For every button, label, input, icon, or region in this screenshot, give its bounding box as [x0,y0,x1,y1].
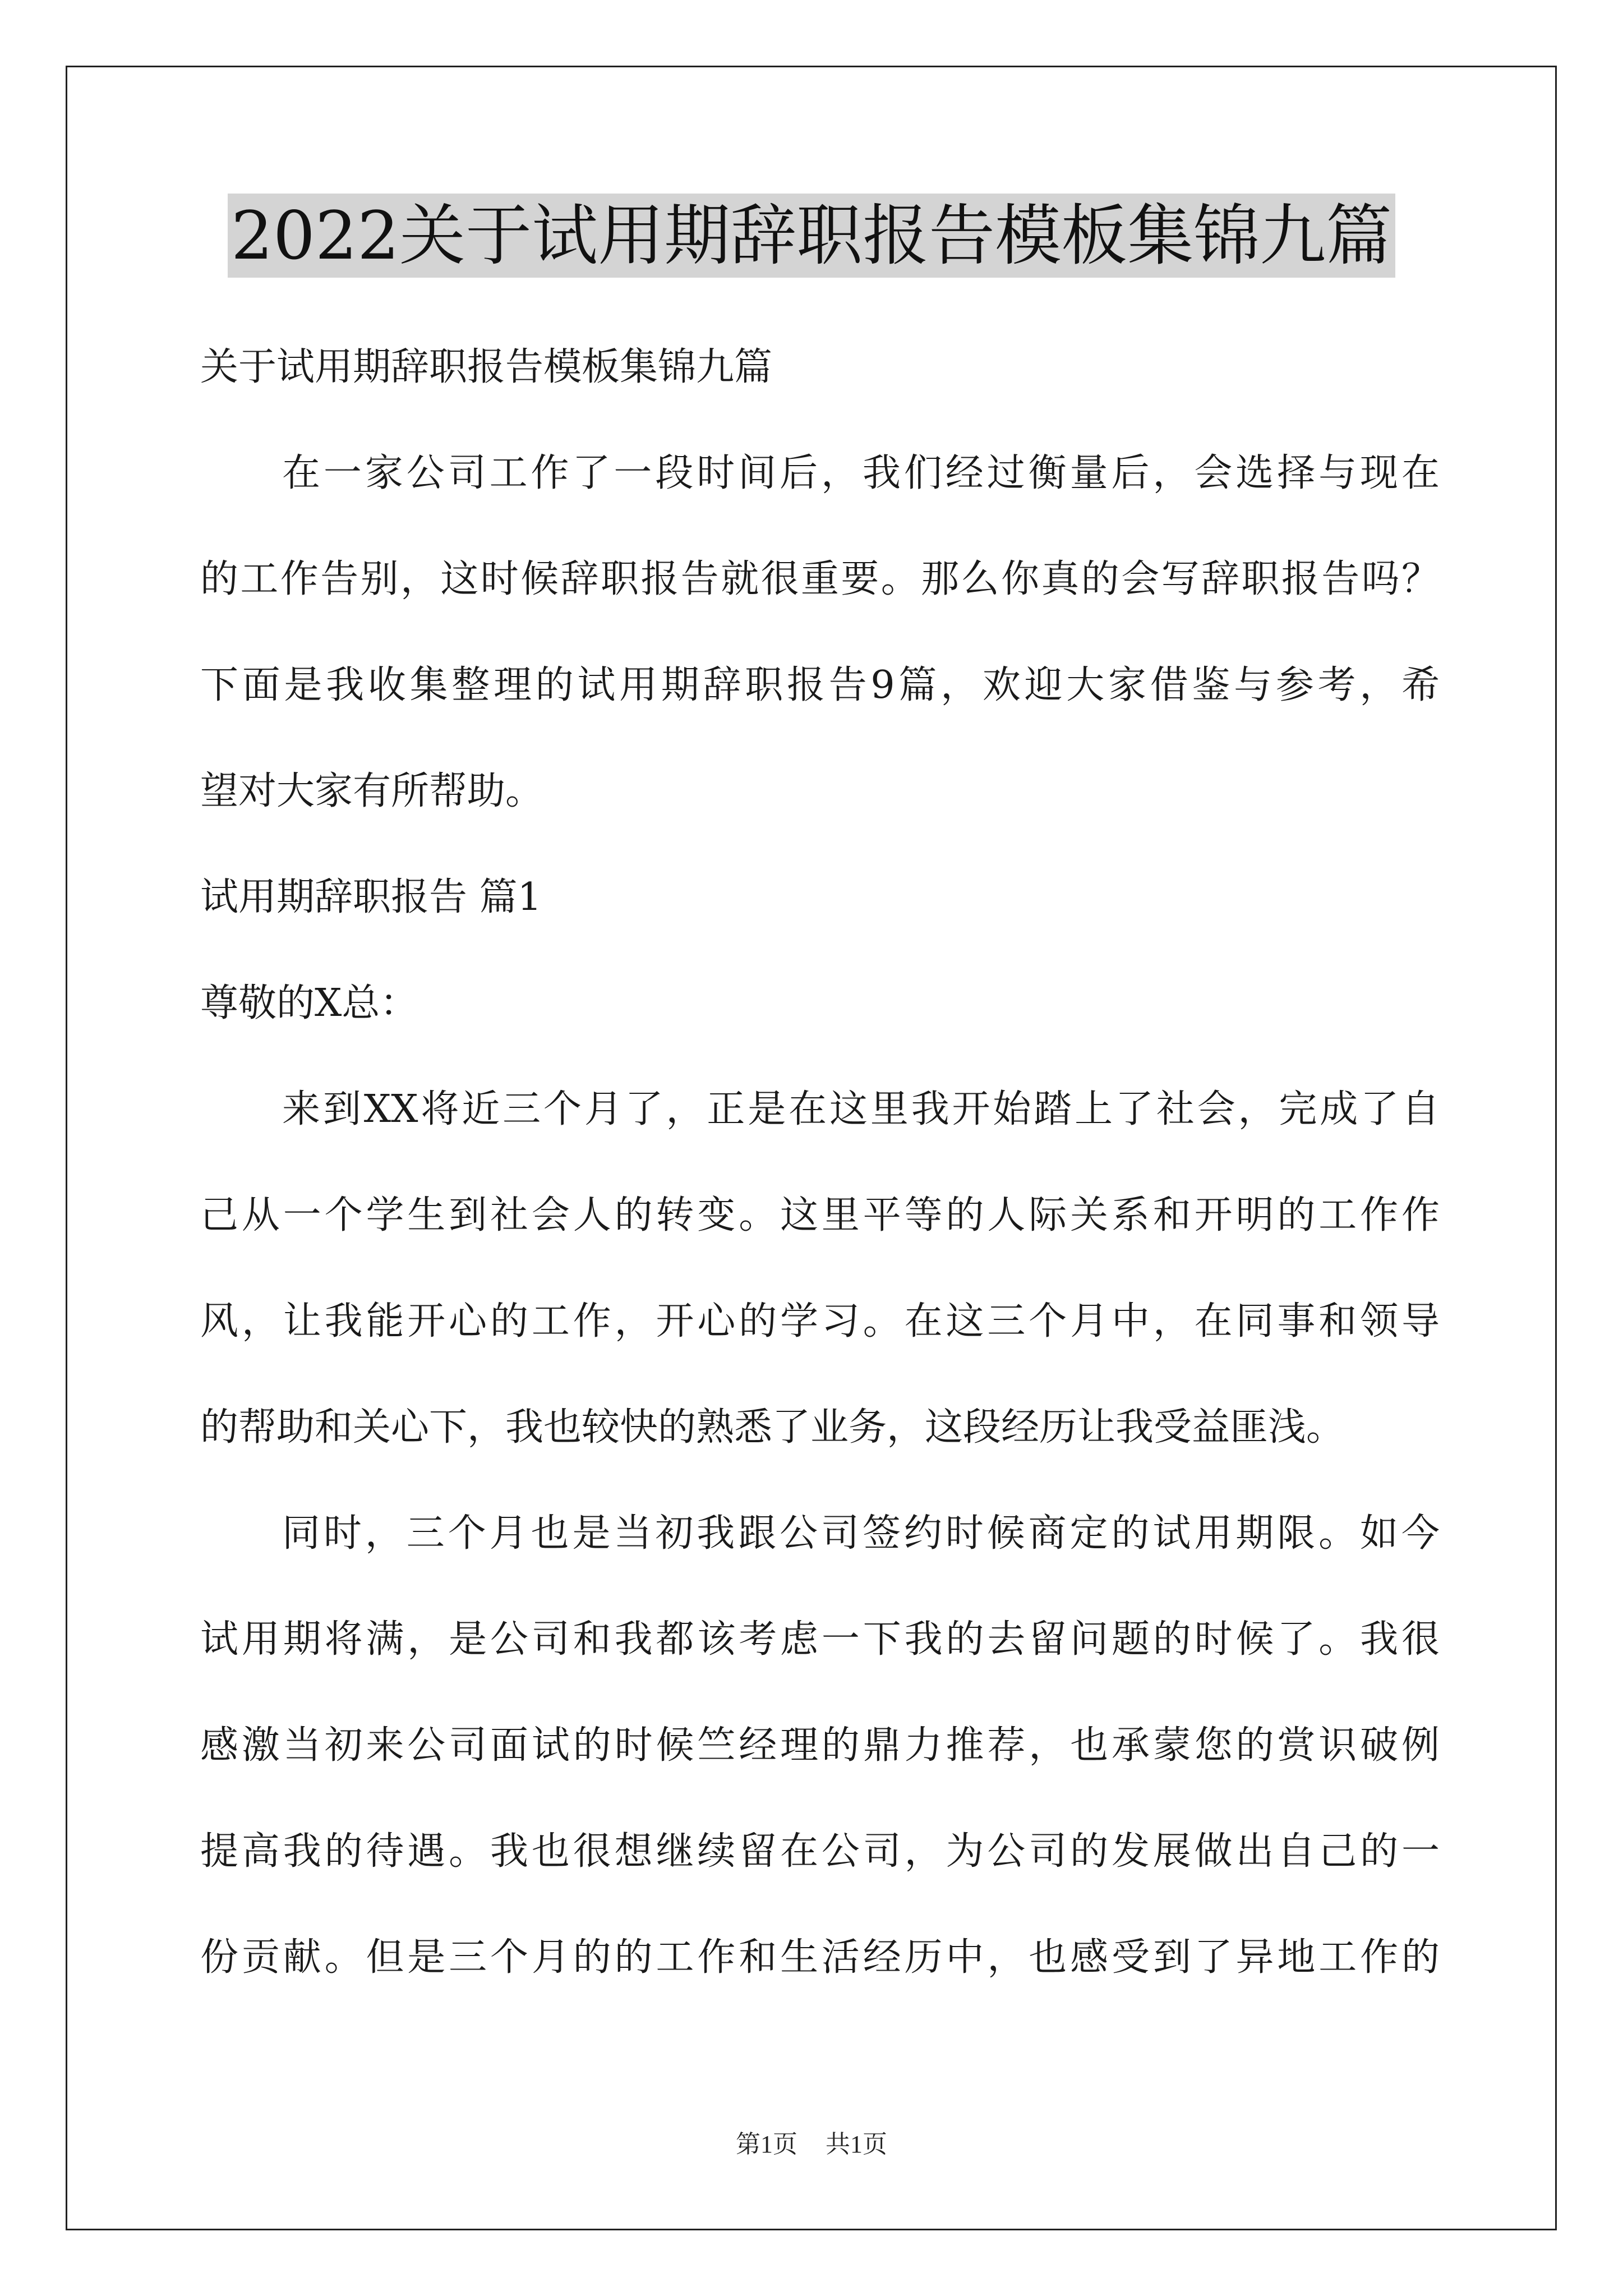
paragraph-line: 风，让我能开心的工作，开心的学习。在这三个月中，在同事和领导 [200,1299,1440,1343]
paragraph-line: 份贡献。但是三个月的的工作和生活经历中，也感受到了异地工作的 [200,1935,1440,1980]
document-title: 2022关于试用期辞职报告模板集锦九篇 [228,194,1395,278]
page-total: 共1页 [826,2131,887,2158]
paragraph-line: 在一家公司工作了一段时间后，我们经过衡量后，会选择与现在 [282,451,1440,495]
document-body [200,314,1440,2010]
paragraph-line: 来到XX将近三个月了，正是在这里我开始踏上了社会，完成了自 [282,1087,1440,1131]
paragraph-line: 下面是我收集整理的试用期辞职报告9篇，欢迎大家借鉴与参考，希 [200,663,1440,707]
page-number: 第1页 [736,2131,797,2158]
paragraph-line: 望对大家有所帮助。 [200,769,544,813]
paragraph-line: 提高我的待遇。我也很想继续留在公司，为公司的发展做出自己的一 [200,1829,1440,1874]
paragraph-line: 试用期将满，是公司和我都该考虑一下我的去留问题的时候了。我很 [200,1617,1440,1662]
paragraph-line: 感激当初来公司面试的时候竺经理的鼎力推荐，也承蒙您的赏识破例 [200,1723,1440,1768]
paragraph-line: 的帮助和关心下，我也较快的熟悉了业务，这段经历让我受益匪浅。 [200,1405,1345,1450]
page-footer [0,2128,1623,2161]
salutation-line: 尊敬的X总： [200,981,418,1025]
paragraph-line: 己从一个学生到社会人的转变。这里平等的人际关系和开明的工作作 [200,1193,1440,1237]
paragraph-line: 的工作告别，这时候辞职报告就很重要。那么你真的会写辞职报告吗？ [200,557,1440,601]
subtitle-line: 关于试用期辞职报告模板集锦九篇 [200,345,773,389]
paragraph-line: 同时，三个月也是当初我跟公司签约时候商定的试用期限。如今 [282,1511,1440,1556]
title-container [0,194,1623,278]
section-heading: 试用期辞职报告 篇1 [200,875,542,919]
